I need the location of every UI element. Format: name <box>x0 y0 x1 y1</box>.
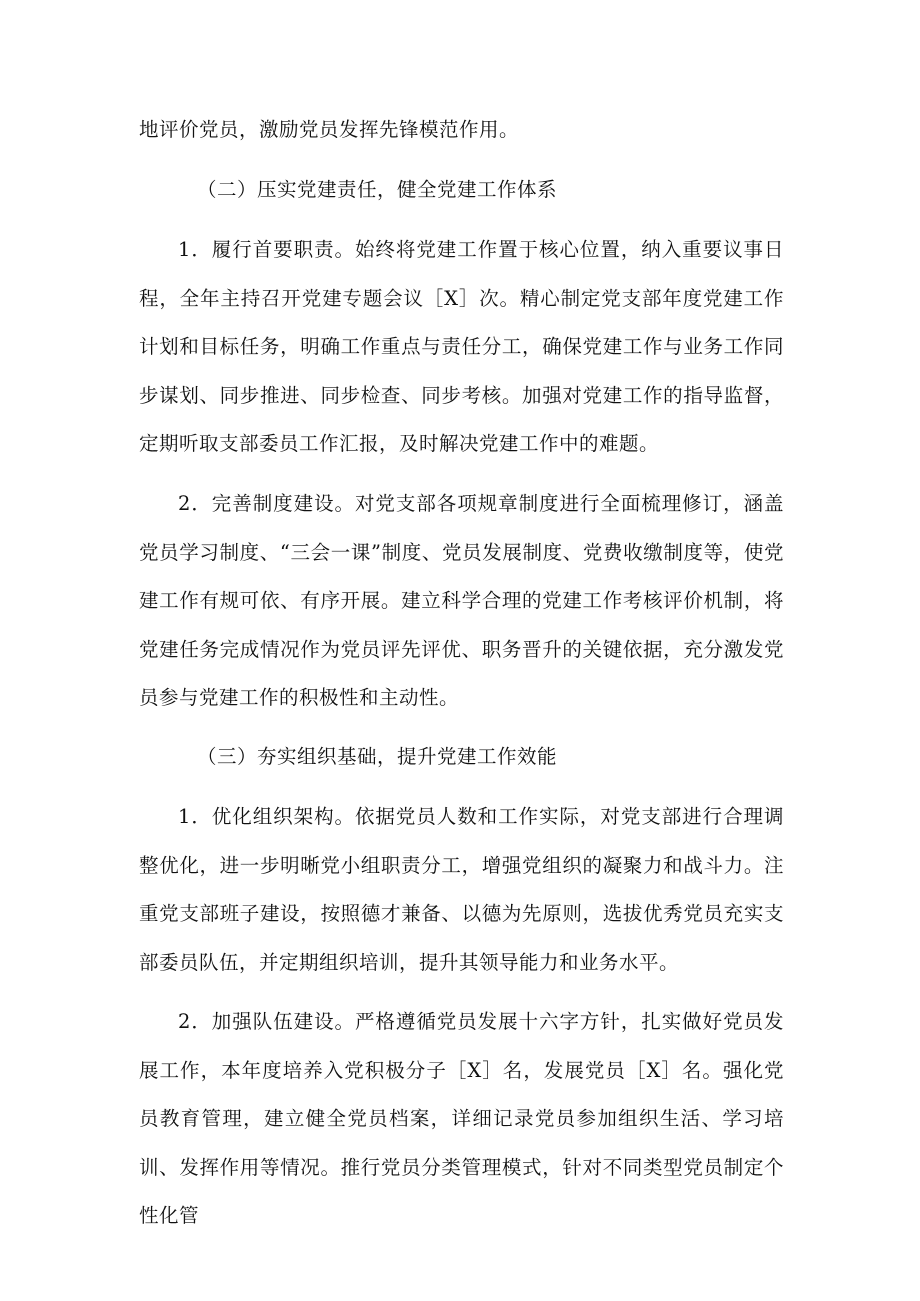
section-heading-2: （二）压实党建责任，健全党建工作体系 <box>197 178 558 201</box>
paragraph-continuation: 地评价党员，激励党员发挥先锋模范作用。 <box>139 118 520 141</box>
paragraph-team: 2．加强队伍建设。严格遵循党员发展十六字方针，扎实做好党员发展工作，本年度培养入党积极分子［X］名，发展党员［X］名。强化党员教育管理，建立健全党员档案，详细记录党员参加组织生活、学习培训、发挥作用等情况。推行党员分类管理模式，针对不同类型党员制定个性化管 <box>139 1010 784 1227</box>
paragraph-duty: 1．履行首要职责。始终将党建工作置于核心位置，纳入重要议事日程，全年主持召开党建专题会议［X］次。精心制定党支部年度党建工作计划和目标任务，明确工作重点与责任分工，确保党建工作与业务工作同步谋划、同步推进、同步检查、同步考核。加强对党建工作的指导监督，定期听取支部委员工作汇报，及时解决党建工作中的难题。 <box>139 238 784 455</box>
paragraph-system: 2．完善制度建设。对党支部各项规章制度进行全面梳理修订，涵盖党员学习制度、“三会一课”制度、党员发展制度、党费收缴制度等，使党建工作有规可依、有序开展。建立科学合理的党建工作考核评价机制，将党建任务完成情况作为党员评先评优、职务晋升的关键依据，充分激发党员参与党建工作的积极性和主动性。 <box>139 492 784 709</box>
section-heading-3: （三）夯实组织基础，提升党建工作效能 <box>197 745 558 768</box>
paragraph-structure: 1．优化组织架构。依据党员人数和工作实际，对党支部进行合理调整优化，进一步明晰党小组职责分工，增强党组织的凝聚力和战斗力。注重党支部班子建设，按照德才兼备、以德为先原则，选拔优秀党员充实支部委员队伍，并定期组织培训，提升其领导能力和业务水平。 <box>139 805 784 974</box>
